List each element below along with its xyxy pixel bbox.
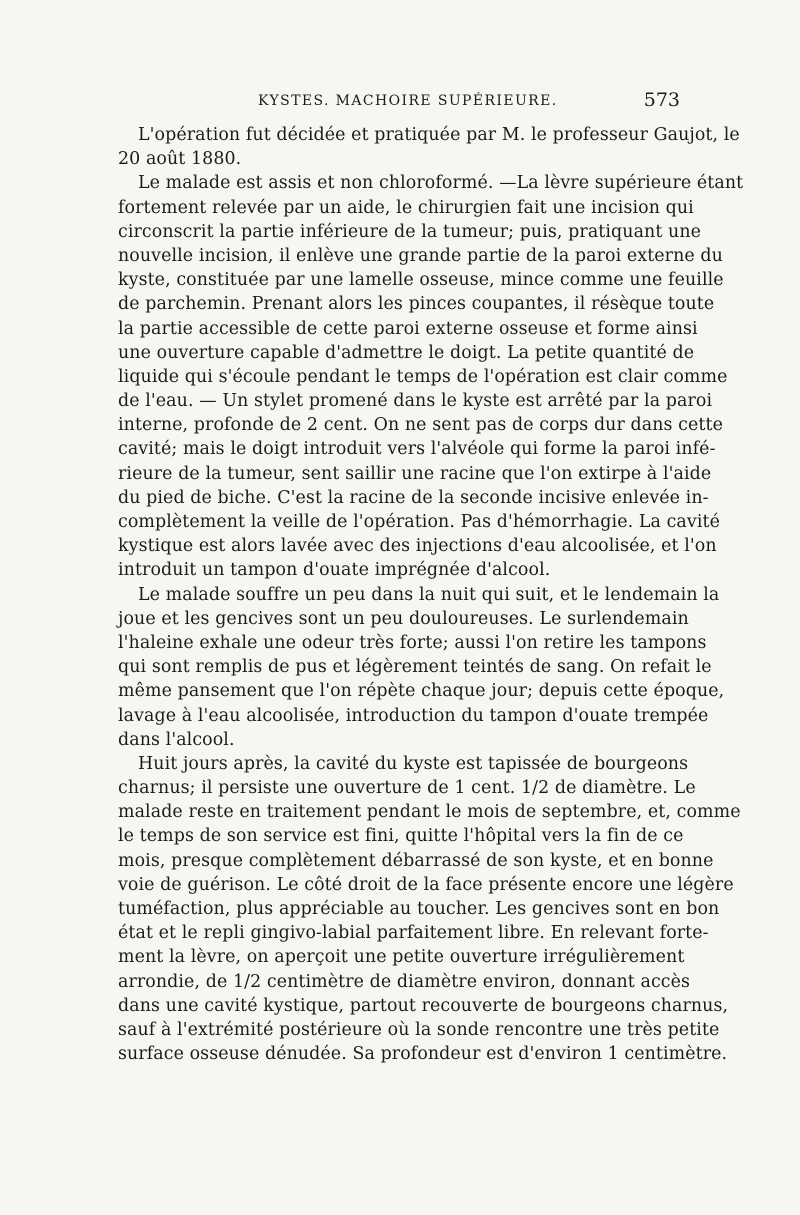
text-line: L'opération fut décidée et pratiquée par M. le professeur Gaujot, le [138,125,740,145]
text-line: dans une cavité kystique, partout recouverte de bourgeons charnus, [118,995,729,1016]
text-line: rieure de la tumeur, sent saillir une racine que l'on extirpe à l'aide [118,463,712,484]
text-line: arrondie, de 1/2 centimètre de diamètre environ, donnant accès [118,971,691,992]
text-line: malade reste en traitement pendant le mois de septembre, et, comme [118,802,741,823]
paragraph [118,171,744,582]
text-line: joue et les gencives sont un peu douloureuses. Le surlendemain [118,608,689,629]
text-line: interne, profonde de 2 cent. On ne sent pas de corps dur dans cette [118,415,723,436]
text-line: kyste, constituée par une lamelle osseuse, mince comme une feuille [118,270,724,291]
text-line: circonscrit la partie inférieure de la tumeur; puis, pratiquant une [118,221,702,242]
text-line: l'haleine exhale une odeur très forte; aussi l'on retire les tampons [118,632,707,653]
paragraph [118,583,725,752]
text-line: cavité; mais le doigt introduit vers l'alvéole qui forme la paroi infé- [118,439,716,460]
text-line: sauf à l'extrémité postérieure où la sonde rencontre une très petite [118,1019,720,1040]
page-header [118,89,680,117]
running-title: KYSTES. MACHOIRE SUPÉRIEURE. [258,93,558,109]
text-line: Le malade est assis et non chloroformé. —La lèvre supérieure étant [138,173,744,194]
text-line: nouvelle incision, il enlève une grande partie de la paroi externe du [118,245,723,266]
text-line: introduit un tampon d'ouate imprégnée d'alcool. [118,560,551,581]
paragraph [118,123,740,171]
text-line: une ouverture capable d'admettre le doigt. La petite quantité de [118,342,695,363]
text-line: kystique est alors lavée avec des injections d'eau alcoolisée, et l'on [118,536,717,557]
text-line: surface osseuse dénudée. Sa profondeur est d'environ 1 centimètre. [118,1044,728,1065]
text-line: le temps de son service est fini, quitte l'hôpital vers la fin de ce [118,826,684,847]
text-line: de parchemin. Prenant alors les pinces coupantes, il résèque toute [118,294,715,315]
text-line: complètement la veille de l'opération. Pas d'hémorrhagie. La cavité [118,512,720,532]
text-line: état et le repli gingivo-labial parfaitement libre. En relevant forte- [118,923,709,944]
text-line: 20 août 1880. [118,149,242,170]
page-number: 573 [643,89,680,111]
text-line: Huit jours après, la cavité du kyste est tapissée de bourgeons [138,753,689,774]
text-line: de l'eau. — Un stylet promené dans le kyste est arrêté par la paroi [118,391,713,412]
paragraph [118,752,741,1066]
text-line: tuméfaction, plus appréciable au toucher. Les gencives sont en bon [118,899,720,919]
text-line: liquide qui s'écoule pendant le temps de l'opération est clair comme [118,366,728,387]
text-line: mois, presque complètement débarrassé de son kyste, et en bonne [118,850,714,871]
text-line: même pansement que l'on répète chaque jour; depuis cette époque, [118,681,725,702]
text-line: voie de guérison. Le côté droit de la face présente encore une légère [118,874,734,895]
text-line: Le malade souffre un peu dans la nuit qui suit, et le lendemain la [138,584,720,605]
text-line: lavage à l'eau alcoolisée, introduction du tampon d'ouate trempée [118,705,709,726]
text-line: ment la lèvre, on aperçoit une petite ouverture irrégulièrement [118,947,685,968]
text-line: dans l'alcool. [118,729,235,750]
text-line: la partie accessible de cette paroi externe osseuse et forme ainsi [118,318,698,339]
page-body-text [118,123,744,1066]
text-line: charnus; il persiste une ouverture de 1 cent. 1/2 de diamètre. Le [118,778,696,799]
text-line: fortement relevée par un aide, le chirurgien fait une incision qui [118,197,694,218]
text-line: du pied de biche. C'est la racine de la seconde incisive enlevée in- [118,487,709,508]
text-line: qui sont remplis de pus et légèrement teintés de sang. On refait le [118,657,712,678]
